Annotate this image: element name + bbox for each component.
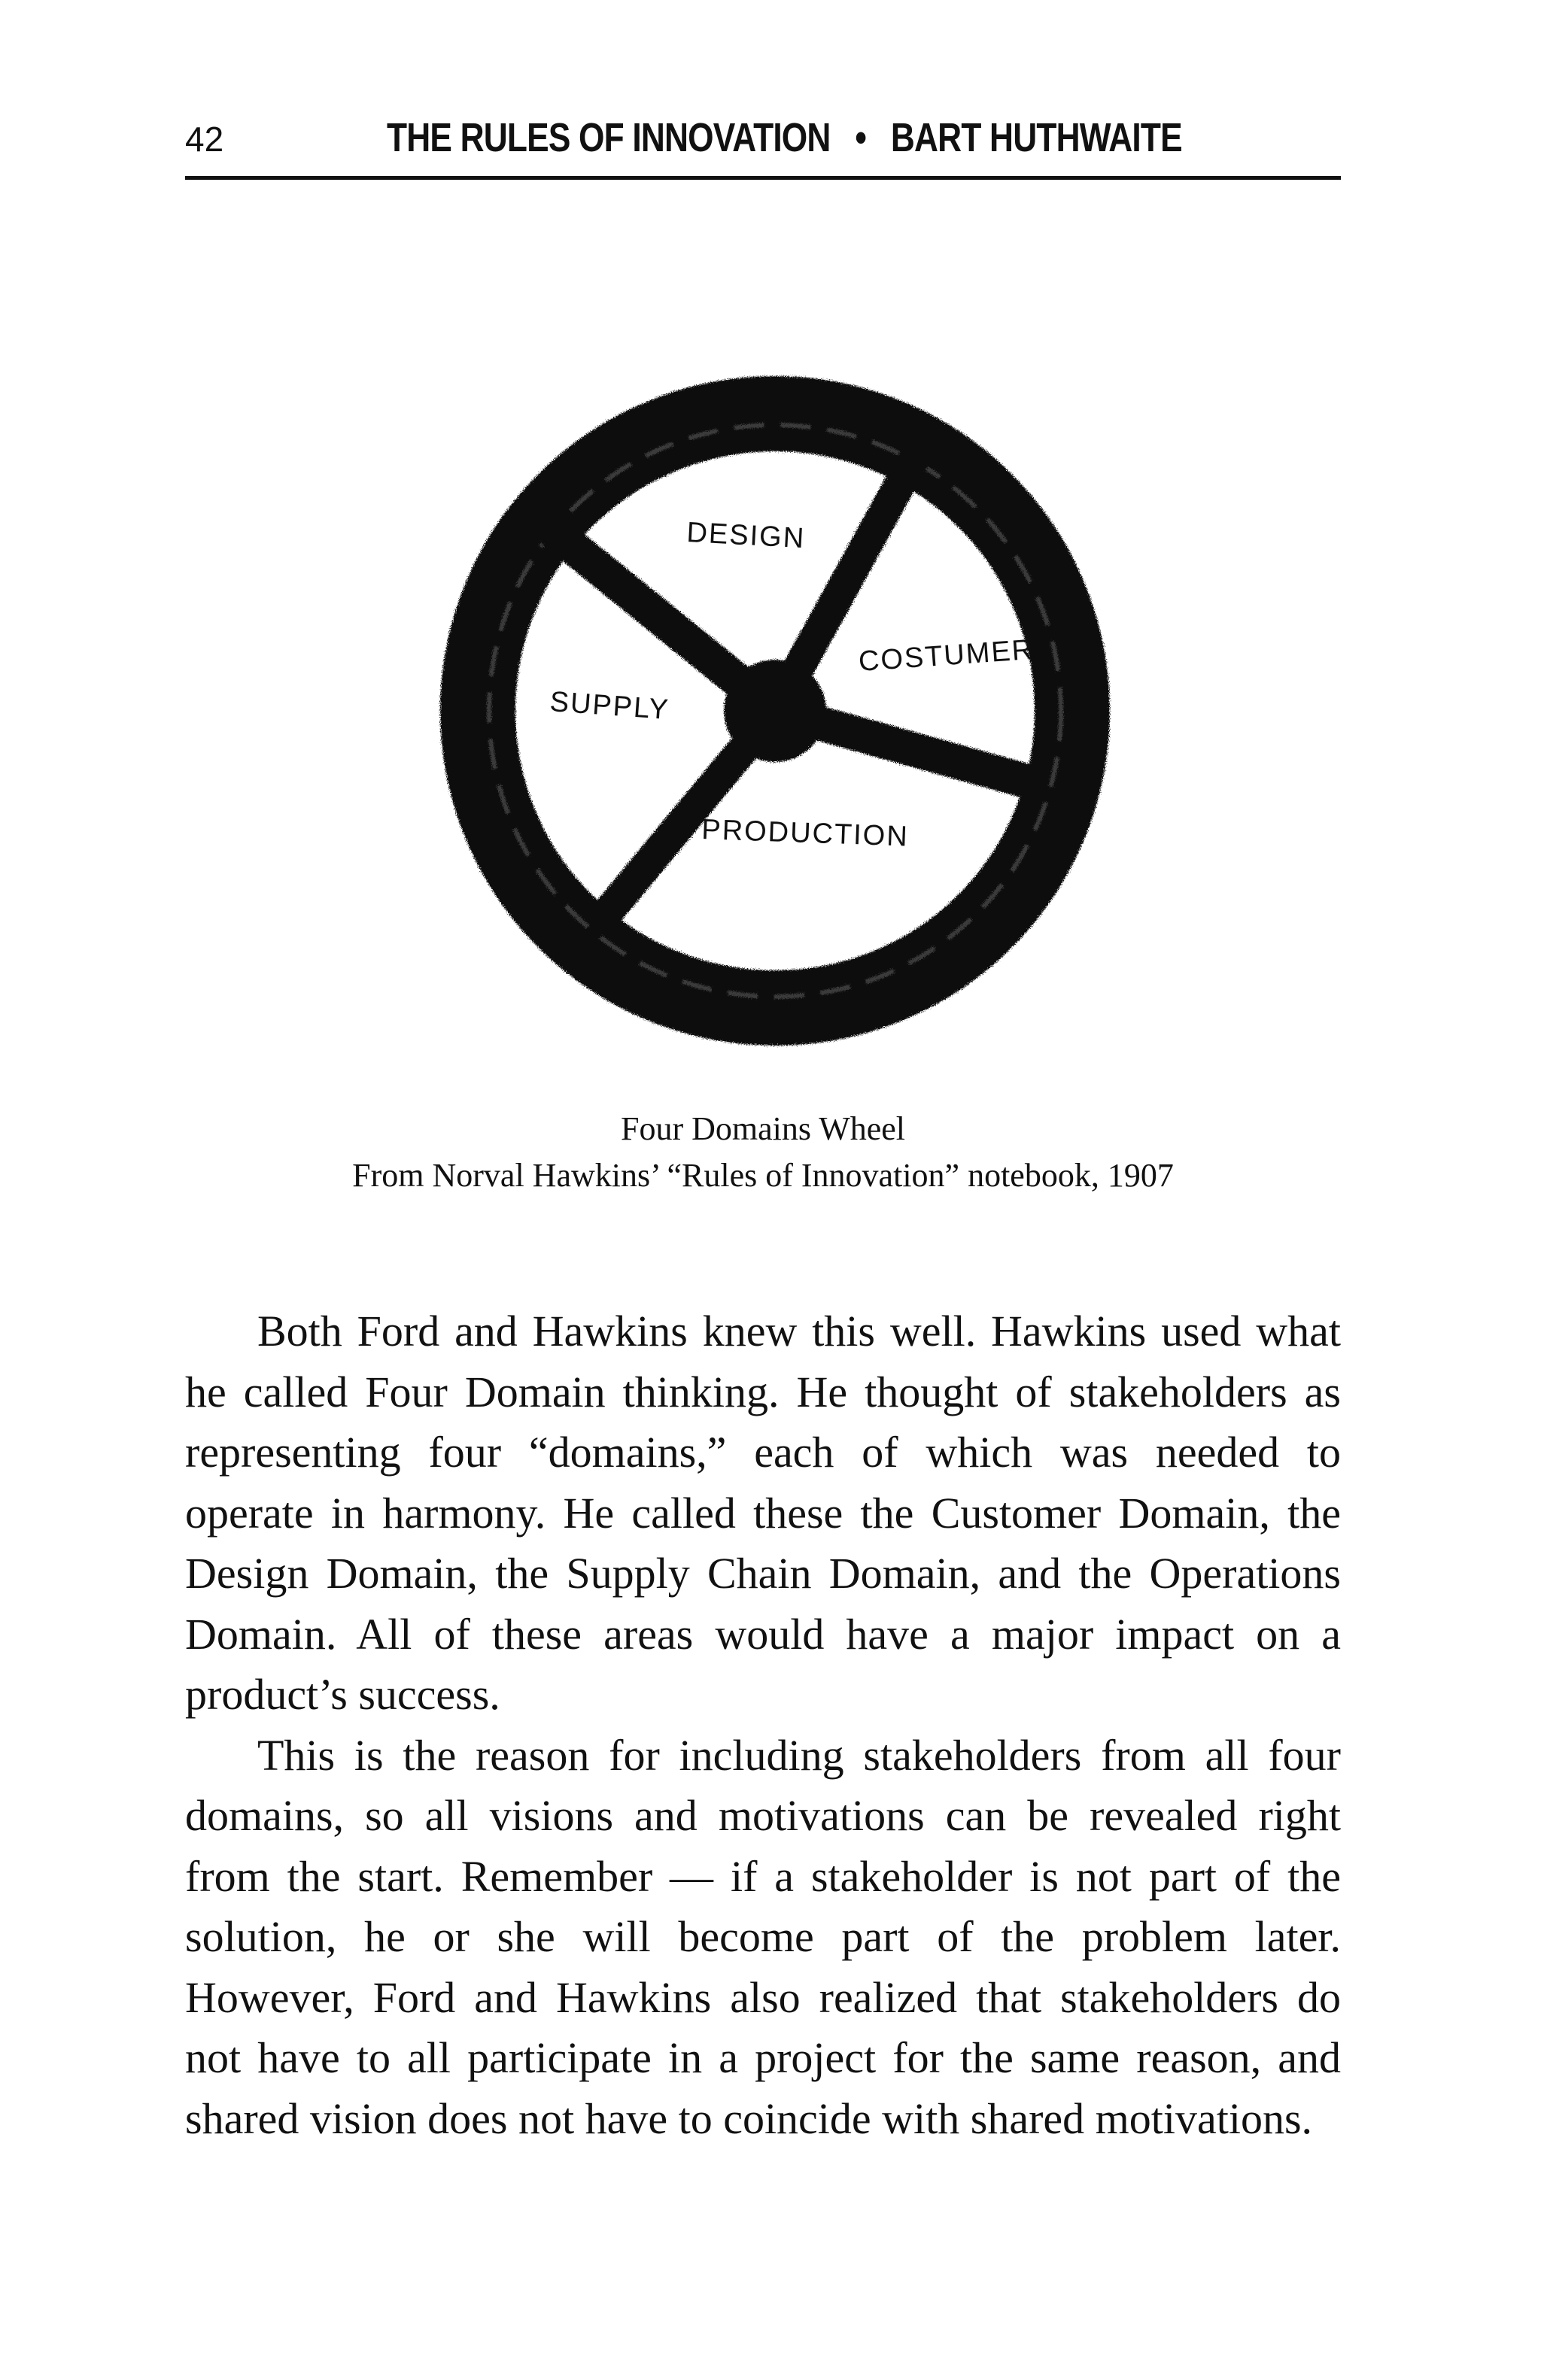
wheel-drawing	[421, 361, 1129, 1061]
wheel-label-design: DESIGN	[685, 517, 807, 555]
wheel-hub	[724, 660, 826, 762]
wheel-label-costumer: COSTUMER	[857, 633, 1035, 678]
paragraph: Both Ford and Hawkins knew this well. Hawkins used what he called Four Domain thinking. He thought of stakeholders as representing four “domains,” each of which was needed to operate in harmony. He called these the Customer Domain, the Design Domain, the Supply Chain Domain, and the Operations Domain. All of these areas would have a major impact on a product’s success.	[185, 1307, 1341, 1719]
page-number: 42	[185, 120, 224, 159]
caption-title: Four Domains Wheel	[620, 1110, 906, 1147]
figure-caption	[185, 1106, 1341, 1199]
header-separator: •	[855, 115, 867, 160]
header-rule	[185, 176, 1341, 180]
author-name: BART HUTHWAITE	[890, 115, 1182, 160]
paragraph: This is the reason for including stakeholders from all four domains, so all visions and motivations can be revealed right from the start. Remember — if a stakeholder is not part of the solution, he or she will become part of the problem later. However, Ford and Hawkins also realized that stakeholders do not have to all participate in a project for the same reason, and shared vision does not have to coincide with shared motivations.	[185, 1730, 1341, 2143]
book-title: THE RULES OF INNOVATION	[387, 115, 831, 160]
wheel-label-supply: SUPPLY	[549, 686, 671, 727]
caption-source: From Norval Hawkins’ “Rules of Innovation” notebook, 1907	[352, 1157, 1174, 1194]
running-head-title	[387, 114, 1182, 161]
body-text	[185, 1301, 1341, 2149]
running-head	[185, 114, 1341, 168]
four-domains-wheel-figure	[421, 361, 1129, 1061]
wheel-label-production: PRODUCTION	[701, 814, 910, 853]
